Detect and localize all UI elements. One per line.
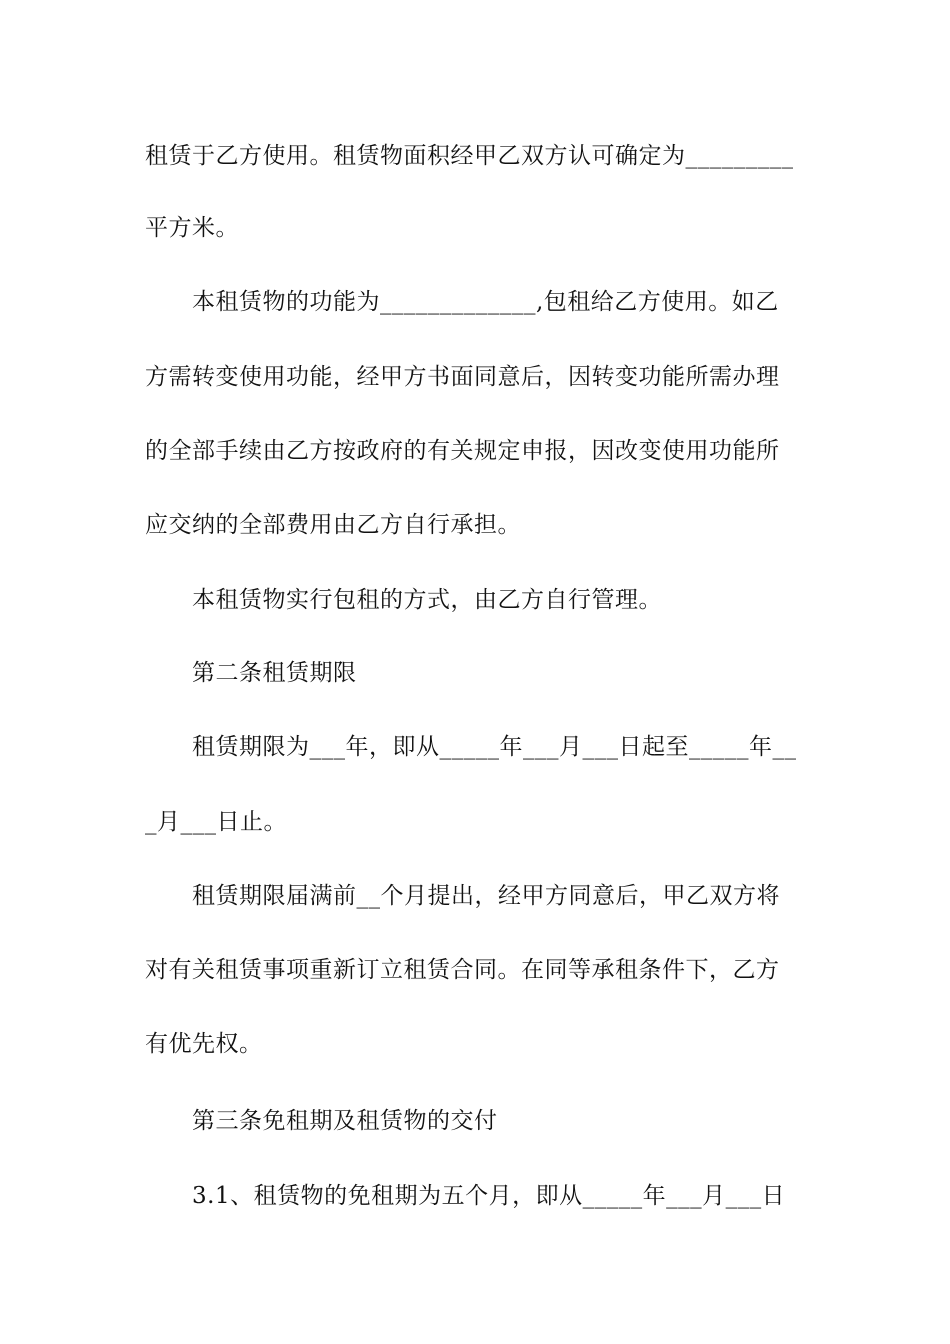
text-line: 对有关租赁事项重新订立租赁合同。在同等承租条件下，乙方	[145, 957, 780, 983]
text-line: 的全部手续由乙方按政府的有关规定申报，因改变使用功能所	[145, 438, 780, 464]
paragraph-start: 本租赁物的功能为_____________,包租给乙方使用。如乙	[192, 289, 779, 315]
text-line: 应交纳的全部费用由乙方自行承担。	[145, 512, 521, 538]
paragraph-start: 租赁期限为___年，即从_____年___月___日起至_____年__	[192, 734, 797, 760]
text-line: 有优先权。	[145, 1031, 263, 1057]
text-line: 方需转变使用功能，经甲方书面同意后，因转变功能所需办理	[145, 364, 780, 390]
paragraph-start: 本租赁物实行包租的方式，由乙方自行管理。	[192, 587, 662, 613]
paragraph-start: 租赁期限届满前__个月提出，经甲方同意后，甲乙双方将	[192, 883, 780, 909]
section-heading: 第三条免租期及租赁物的交付	[192, 1108, 498, 1134]
section-heading: 第二条租赁期限	[192, 660, 357, 686]
paragraph-start: 3.1、租赁物的免租期为五个月，即从_____年___月___日	[192, 1183, 786, 1209]
text-line: _月___日止。	[145, 809, 287, 835]
text-line: 平方米。	[145, 215, 239, 241]
text-line: 租赁于乙方使用。租赁物面积经甲乙双方认可确定为_________	[145, 143, 794, 169]
